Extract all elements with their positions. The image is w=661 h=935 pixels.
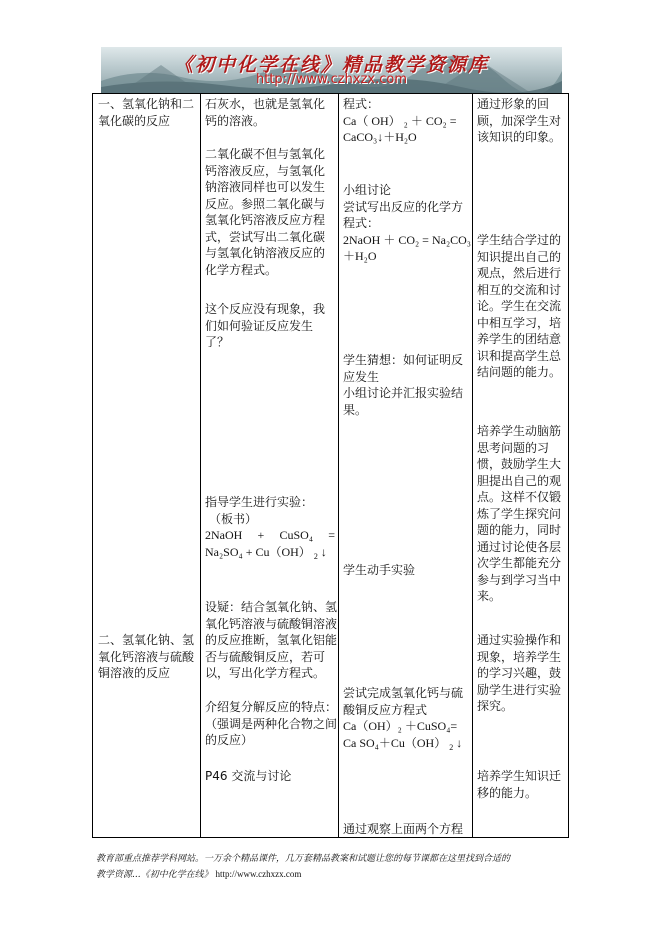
eq-term-a: 2NaOH: [205, 528, 243, 542]
student-text-1-label: 程式：: [343, 97, 380, 111]
intent-text-4-cell: [477, 632, 567, 715]
teacher-activity-column: [205, 96, 335, 129]
intent-text-4: 通过实验操作和现象，培养学生的学习兴趣，鼓励学生进行实验探究。: [477, 633, 562, 713]
student-text-6-cell: [343, 821, 471, 838]
student-eq-1b-rest: ＋H₂O: [383, 130, 417, 144]
teacher-text-5-cell: [205, 599, 337, 682]
banner-title: 《初中化学在线》精品教学资源库: [173, 54, 489, 76]
precipitate-arrow-icon: ↓: [320, 544, 327, 559]
footer-url[interactable]: http://www.czhxzx.com: [215, 869, 302, 879]
student-eq-5b-term: Ca SO₄＋Cu（OH）: [343, 735, 447, 750]
teacher-text-6a: 介绍复分解反应的特点：: [205, 700, 338, 714]
student-text-3b: 小组讨论并汇报实验结果。: [343, 386, 464, 417]
teacher-text-3: 这个反应没有现象，我们如何验证反应发生了？: [205, 302, 326, 349]
intent-text-1: 通过形象的回顾，加深学生对该知识的印象。: [477, 97, 562, 144]
eq-plus: +: [257, 528, 265, 542]
teacher-text-6-cell: [205, 699, 337, 749]
student-eq-1b-term: CaCO₃: [343, 130, 378, 144]
student-text-2-cell: [343, 182, 471, 265]
student-text-3-cell: [343, 352, 471, 418]
teacher-text-3-cell: [205, 301, 335, 351]
precipitate-arrow-icon: ↓: [377, 130, 384, 144]
teacher-text-6b: （强调是两种化合物之间的反应）: [205, 716, 338, 747]
teacher-text-2: 二氧化碳不但与氢氧化钙溶液反应，与氢氧化钠溶液同样也可以发生反应。参照二氧化碳与氢氧化钙溶液反应方程式，尝试写出二氧化碳与氢氧化钠溶液反应的化学方程式。: [205, 147, 326, 277]
precipitate-arrow-icon: ↓: [456, 735, 463, 750]
footer-site-name: 教学资源...《初中化学在线》: [96, 870, 213, 880]
teacher-text-4a: 指导学生进行实验：: [205, 495, 314, 509]
student-eq-1a: Ca（ OH） ₂ ＋ CO₂ =: [343, 113, 457, 128]
intent-text-5-cell: [477, 768, 567, 801]
student-text-4-cell: [343, 562, 471, 579]
page-footer: [96, 852, 576, 883]
teacher-text-4-cell: [205, 494, 337, 565]
teacher-text-5: 设疑：结合氢氧化钠、氢氧化钙溶液与硫酸铜溶液的反应推断，氢氧化铝能否与硫酸铜反应，若可以，写出化学方程式。: [205, 600, 338, 680]
teacher-text-1: 石灰水，也就是氢氧化钙的溶液。: [205, 97, 326, 128]
student-eq-2a: 2NaOH ＋ CO₂ = Na₂CO₃: [343, 232, 471, 247]
intent-text-2: 学生结合学过的知识提出自己的观点，然后进行相互的交流和讨论。学生在交流中相互学习，培养学生的团结意识和提高学生总结问题的能力。: [477, 233, 562, 379]
student-text-5a: 尝试完成氢氧化钙与硫酸铜反应方程式: [343, 686, 464, 717]
footer-line-2: [96, 867, 576, 883]
topic-cell-1: [98, 96, 198, 129]
student-text-6: 通过观察上面两个方程: [343, 822, 464, 836]
student-text-4: 学生动手实验: [343, 563, 416, 577]
student-eq-1b: [343, 129, 471, 146]
equation-naoh-cuso4: [205, 527, 335, 544]
intent-text-5: 培养学生知识迁移的能力。: [477, 769, 562, 800]
intent-text-3-cell: [477, 423, 567, 605]
topic-2: 二、氢氧化钠、氢氧化钙溶液与硫酸铜溶液的反应: [98, 633, 195, 680]
student-text-2a: 小组讨论: [343, 183, 392, 197]
topic-cell-2: [98, 632, 198, 682]
student-text-2b: 尝试写出反应的化学方程式：: [343, 199, 464, 230]
intent-text-2-cell: [477, 232, 567, 381]
teacher-text-7: P46 交流与讨论: [205, 769, 292, 783]
student-eq-5b-sub: 2: [449, 742, 454, 752]
eq-product: Na₂SO₄ + Cu（OH）: [205, 544, 311, 559]
student-eq-5b: [343, 735, 471, 757]
student-text-1-cell: [343, 96, 471, 146]
eq-equals: =: [328, 528, 335, 542]
intent-text-3: 培养学生动脑筋思考问题的习惯，鼓励学生大胆提出自己的观点。这样不仅锻炼了学生探究问题的能力，同时通过讨论使各层次学生都能充分参与到学习当中来。: [477, 424, 562, 603]
teacher-text-2-cell: [205, 146, 335, 278]
eq-product-sub: 2: [313, 551, 318, 561]
teacher-text-4b: （板书）: [209, 511, 258, 526]
student-text-3a: 学生猜想：如何证明反应发生: [343, 353, 464, 384]
student-text-5-cell: [343, 685, 471, 756]
eq-term-b: CuSO₄: [279, 528, 314, 542]
student-eq-5a: Ca（OH）₂ ＋CuSO₄=: [343, 719, 458, 733]
equation-product: [205, 544, 337, 566]
footer-line-1: 教育部重点推荐学科网站。一万余个精品课件，几万套精品教案和试题让您的每节课都在这里找到合适的: [96, 854, 511, 864]
topic-1: 一、氢氧化钠和二氧化碳的反应: [98, 97, 195, 128]
student-eq-2b: ＋H₂O: [343, 249, 377, 263]
teacher-text-7-cell: [205, 768, 337, 785]
banner-url: http://www.czhxzx.com: [256, 72, 407, 87]
intent-text-1-cell: [477, 96, 567, 146]
